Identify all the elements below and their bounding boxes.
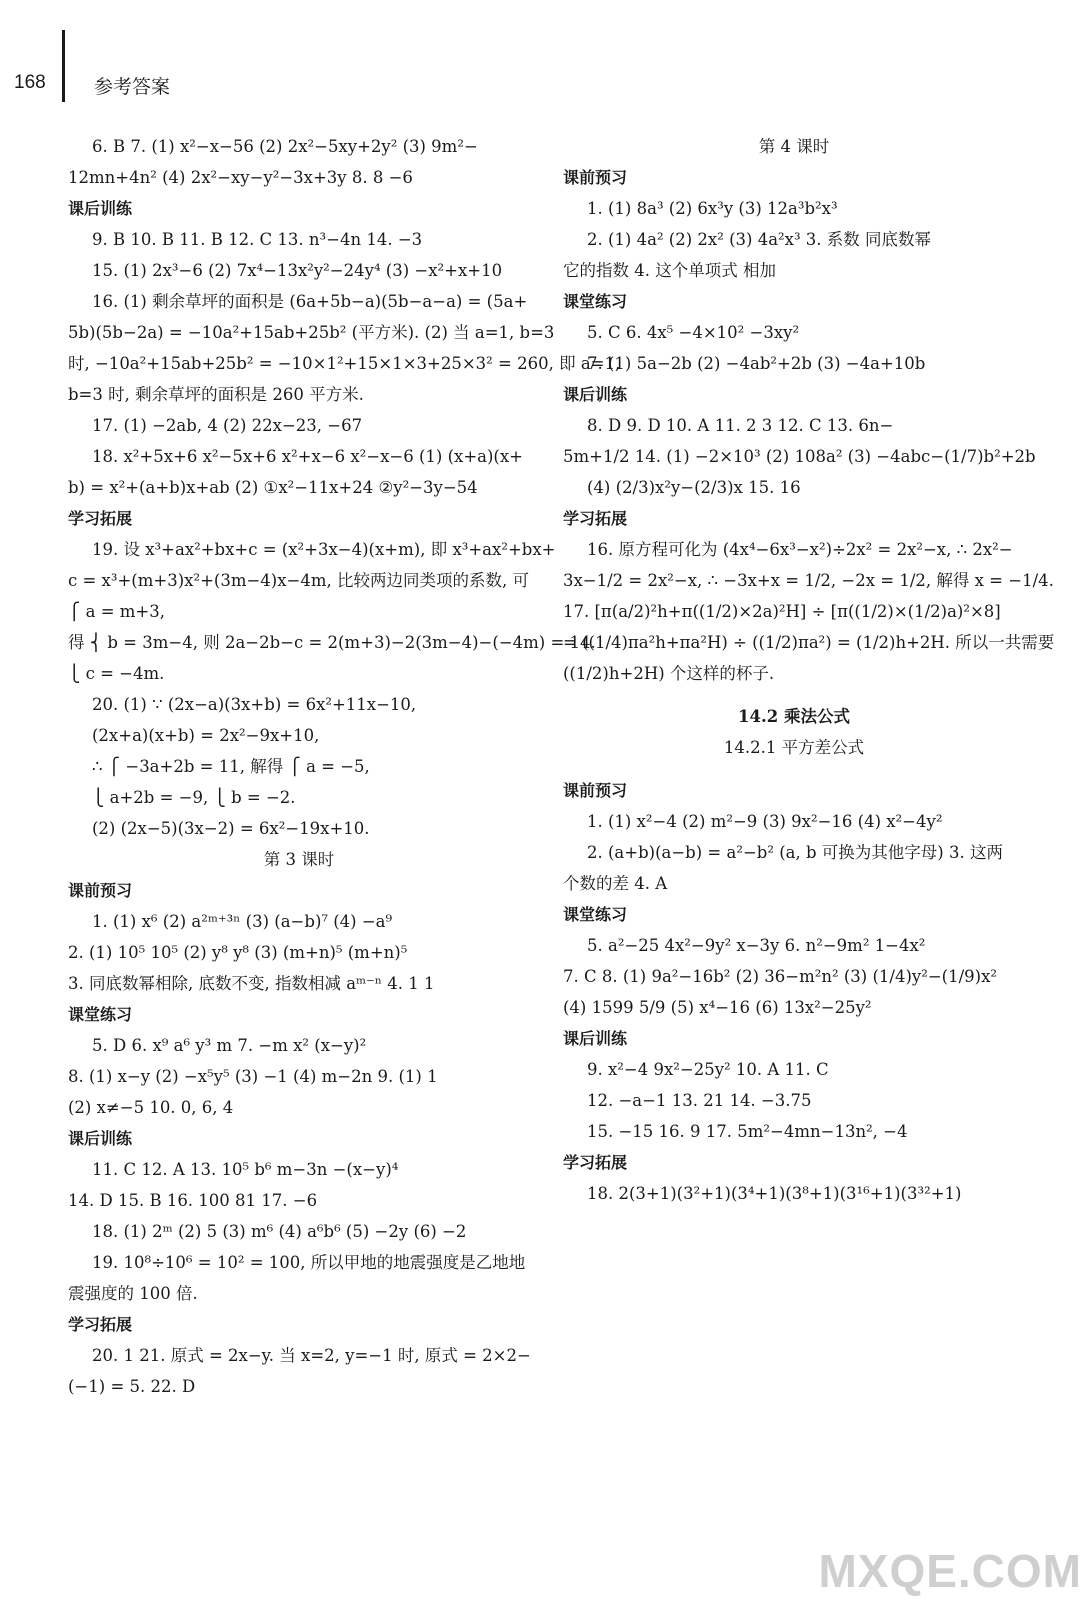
answer-line: 18. x²+5x+6 x²−5x+6 x²+x−6 x²−x−6 (1) (x+a)(x+ <box>92 447 523 466</box>
answer-line: 6. B 7. (1) x²−x−56 (2) 2x²−5xy+2y² (3) 9m²− <box>92 137 478 156</box>
section-heading: 课前预习 <box>563 168 628 187</box>
answer-line: 5b)(5b−2a) = −10a²+15ab+25b² (平方米). (2) 当 a=1, b=3 <box>68 323 555 342</box>
answer-line: 2. (a+b)(a−b) = a²−b² (a, b 可换为其他字母) 3. 这两 <box>587 843 1003 862</box>
lesson-title: 14.2.1 平方差公式 <box>723 738 865 757</box>
header-title: 参考答案 <box>94 77 171 98</box>
answer-line: 20. (1) ∵ (2x−a)(3x+b) = 6x²+11x−10, <box>92 695 417 714</box>
answer-line: c = x³+(m+3)x²+(3m−4)x−4m, 比较两边同类项的系数, 可 <box>68 571 529 590</box>
answer-line: (2) x≠−5 10. 0, 6, 4 <box>68 1098 234 1117</box>
answer-line: 9. x²−4 9x²−25y² 10. A 11. C <box>587 1060 829 1079</box>
answer-line: 18. 2(3+1)(3²+1)(3⁴+1)(3⁸+1)(3¹⁶+1)(3³²+1) <box>587 1184 962 1203</box>
watermark: MXQE.COM <box>818 1545 1082 1597</box>
answer-line: 8. D 9. D 10. A 11. 2 3 12. C 13. 6n− <box>587 416 894 435</box>
answer-line: ⎩ a+2b = −9, ⎩ b = −2. <box>92 788 296 807</box>
answer-line: 得 ⎨ b = 3m−4, 则 2a−2b−c = 2(m+3)−2(3m−4)−(−4m) = 14. <box>68 633 596 652</box>
answer-line: (4) (2/3)x²y−(2/3)x 15. 16 <box>587 478 801 497</box>
section-heading: 学习拓展 <box>563 1153 628 1172</box>
answer-line: 14. D 15. B 16. 100 81 17. −6 <box>68 1191 318 1210</box>
spacer <box>563 694 1025 706</box>
lesson-title: 14.2 乘法公式 <box>738 707 850 726</box>
answer-line: 9. B 10. B 11. B 12. C 13. n³−4n 14. −3 <box>92 230 423 249</box>
section-heading: 学习拓展 <box>68 1315 133 1334</box>
answer-line: 11. C 12. A 13. 10⁵ b⁶ m−3n −(x−y)⁴ <box>92 1160 399 1179</box>
answer-line: ((1/2)h+2H) 个这样的杯子. <box>563 664 775 683</box>
answer-line: 1. (1) 8a³ (2) 6x³y (3) 12a³b²x³ <box>587 199 838 218</box>
section-heading: 课堂练习 <box>68 1005 133 1024</box>
answer-line: (2) (2x−5)(3x−2) = 6x²−19x+10. <box>92 819 370 838</box>
answer-line: 16. (1) 剩余草坪的面积是 (6a+5b−a)(5b−a−a) = (5a+ <box>92 292 528 311</box>
lesson-title: 第 3 课时 <box>263 850 335 869</box>
answer-line: 17. [π(a/2)²h+π((1/2)×2a)²H] ÷ [π((1/2)×(1/2)a)²×8] <box>563 602 1001 621</box>
answer-line: 5. C 6. 4x⁵ −4×10² −3xy² <box>587 323 800 342</box>
answer-line: ⎩ c = −4m. <box>68 664 165 683</box>
right-column <box>563 136 1055 1214</box>
answer-line: 5. D 6. x⁹ a⁶ y³ m 7. −m x² (x−y)² <box>92 1036 367 1055</box>
section-heading: 课前预习 <box>563 781 628 800</box>
answer-line: 20. 1 21. 原式 = 2x−y. 当 x=2, y=−1 时, 原式 = 2×2− <box>92 1346 531 1365</box>
section-heading: 课后训练 <box>68 1129 133 1148</box>
answer-line: 7. (1) 5a−2b (2) −4ab²+2b (3) −4a+10b <box>587 354 926 373</box>
answer-line: 5. a²−25 4x²−9y² x−3y 6. n²−9m² 1−4x² <box>587 936 926 955</box>
answer-line: 12mn+4n² (4) 2x²−xy−y²−3x+3y 8. 8 −6 <box>68 168 413 187</box>
answer-line: = ((1/4)πa²h+πa²H) ÷ ((1/2)πa²) = (1/2)h+2H. 所以一共需要 <box>563 633 1055 652</box>
section-heading: 课前预习 <box>68 881 133 900</box>
answer-line: 15. −15 16. 9 17. 5m²−4mn−13n², −4 <box>587 1122 908 1141</box>
answer-line: 17. (1) −2ab, 4 (2) 22x−23, −67 <box>92 416 363 435</box>
answer-line: (2x+a)(x+b) = 2x²−9x+10, <box>92 726 320 745</box>
answer-line: 3. 同底数幂相除, 底数不变, 指数相减 aᵐ⁻ⁿ 4. 1 1 <box>68 974 435 993</box>
answer-line: 16. 原方程可化为 (4x⁴−6x³−x²)÷2x² = 2x²−x, ∴ 2x²− <box>587 540 1013 559</box>
answer-line: 7. C 8. (1) 9a²−16b² (2) 36−m²n² (3) (1/4)y²−(1/9)x² <box>563 967 997 986</box>
answer-line: ∴ ⎧ −3a+2b = 11, 解得 ⎧ a = −5, <box>92 757 370 776</box>
answer-line: 19. 10⁸÷10⁶ = 10² = 100, 所以甲地的地震强度是乙地地 <box>92 1253 526 1272</box>
answer-line: ⎧ a = m+3, <box>68 602 165 621</box>
spacer <box>563 768 1025 780</box>
answer-line: 1. (1) x²−4 (2) m²−9 (3) 9x²−16 (4) x²−4y² <box>587 812 943 831</box>
section-heading: 课堂练习 <box>563 292 628 311</box>
answer-line: 15. (1) 2x³−6 (2) 7x⁴−13x²y²−24y⁴ (3) −x²+x+10 <box>92 261 503 280</box>
section-heading: 课后训练 <box>563 1029 628 1048</box>
header-rule <box>62 30 65 102</box>
answer-line: 它的指数 4. 这个单项式 相加 <box>563 261 776 280</box>
answer-line: 12. −a−1 13. 21 14. −3.75 <box>587 1091 812 1110</box>
section-heading: 学习拓展 <box>68 509 133 528</box>
answer-line: 18. (1) 2ᵐ (2) 5 (3) m⁶ (4) a⁶b⁶ (5) −2y (6) −2 <box>92 1222 467 1241</box>
lesson-title: 第 4 课时 <box>758 137 830 156</box>
answer-line: 3x−1/2 = 2x²−x, ∴ −3x+x = 1/2, −2x = 1/2, 解得 x = −1/4. <box>563 571 1054 590</box>
answer-line: 5m+1/2 14. (1) −2×10³ (2) 108a² (3) −4abc−(1/7)b²+2b <box>563 447 1036 466</box>
section-heading: 学习拓展 <box>563 509 628 528</box>
answer-line: (4) 1599 5/9 (5) x⁴−16 (6) 13x²−25y² <box>563 998 872 1017</box>
section-heading: 课堂练习 <box>563 905 628 924</box>
answer-line: 2. (1) 4a² (2) 2x² (3) 4a²x³ 3. 系数 同底数幂 <box>587 230 932 249</box>
answer-line: 2. (1) 10⁵ 10⁵ (2) y⁸ y⁸ (3) (m+n)⁵ (m+n)⁵ <box>68 943 408 962</box>
section-heading: 课后训练 <box>563 385 628 404</box>
answer-line: b=3 时, 剩余草坪的面积是 260 平方米. <box>68 385 364 404</box>
answer-line: 震强度的 100 倍. <box>68 1284 198 1303</box>
page-number: 168 <box>14 72 46 93</box>
answer-line: 8. (1) x−y (2) −x⁵y⁵ (3) −1 (4) m−2n 9. (1) 1 <box>68 1067 438 1086</box>
section-heading: 课后训练 <box>68 199 133 218</box>
answer-line: 个数的差 4. A <box>563 874 668 893</box>
answer-line: b) = x²+(a+b)x+ab (2) ①x²−11x+24 ②y²−3y−54 <box>68 478 478 497</box>
answer-line: 时, −10a²+15ab+25b² = −10×1²+15×1×3+25×3² = 260, 即 a=1, <box>68 354 621 373</box>
answer-line: (−1) = 5. 22. D <box>68 1377 196 1396</box>
answer-line: 1. (1) x⁶ (2) a²ᵐ⁺³ⁿ (3) (a−b)⁷ (4) −a⁹ <box>92 912 393 931</box>
answer-line: 19. 设 x³+ax²+bx+c = (x²+3x−4)(x+m), 即 x³+ax²+bx+ <box>92 540 556 559</box>
